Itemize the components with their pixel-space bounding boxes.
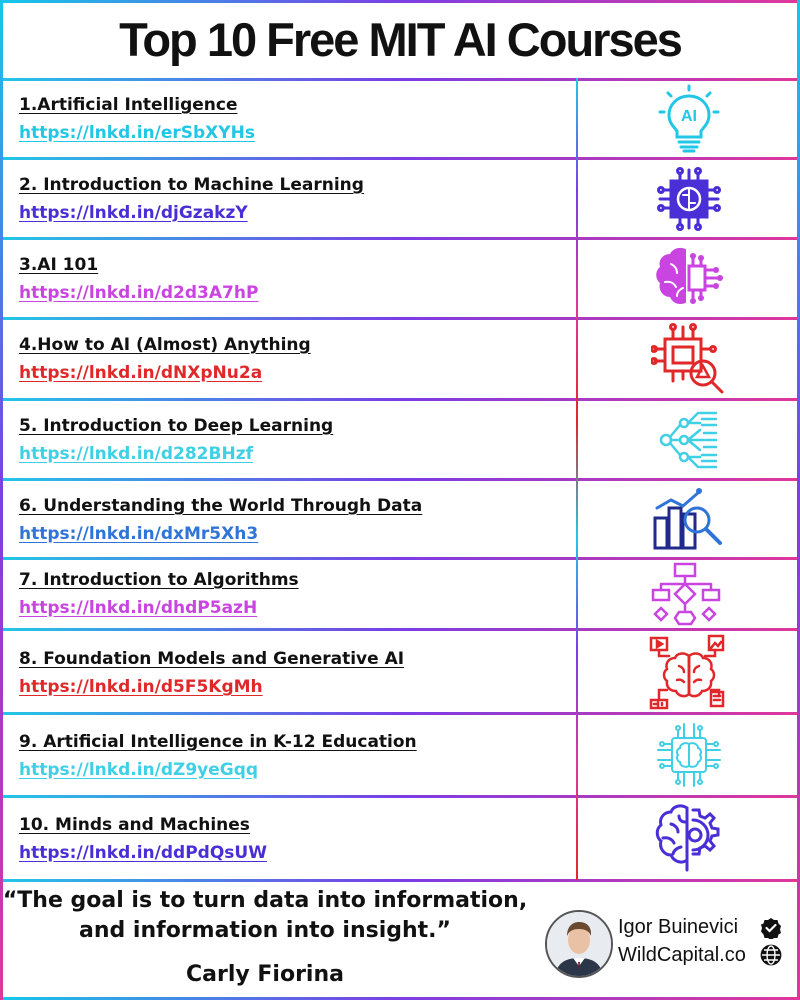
author-name: Igor Buinevici <box>618 916 739 938</box>
quote-line: and information into insight.” <box>79 918 451 943</box>
verified-badge-icon <box>760 917 782 943</box>
course-title: 1.Artificial Intelligence <box>19 95 238 115</box>
chip-search-warning-icon <box>578 320 800 398</box>
course-item <box>0 335 576 383</box>
brain-circuit-icon <box>578 240 800 317</box>
border-top <box>0 0 800 3</box>
course-title: 5. Introduction to Deep Learning <box>19 416 334 436</box>
border-left <box>0 0 3 1000</box>
divider <box>0 879 800 882</box>
chart-magnifier-icon <box>578 481 800 557</box>
course-link[interactable]: https://lnkd.in/dZ9yeGqq <box>19 760 259 780</box>
neural-network-icon <box>578 401 800 478</box>
course-link[interactable]: https://lnkd.in/dhdP5azH <box>19 598 258 618</box>
course-link[interactable]: https://lnkd.in/djGzakzY <box>19 203 248 223</box>
course-title: 8. Foundation Models and Generative AI <box>19 649 405 669</box>
course-title: 10. Minds and Machines <box>19 815 250 835</box>
author-website[interactable]: WildCapital.co <box>618 944 746 966</box>
brain-chip-icon <box>578 160 800 237</box>
course-item <box>0 649 576 697</box>
course-link[interactable]: https://lnkd.in/erSbXYHs <box>19 123 255 143</box>
course-title: 6. Understanding the World Through Data <box>19 496 423 516</box>
flowchart-icon <box>578 560 800 628</box>
course-item <box>0 732 576 780</box>
brain-media-icon <box>578 631 800 712</box>
quote-author: Carly Fiorina <box>186 962 344 987</box>
brain-chip-circuit-icon <box>578 715 800 795</box>
brain-gear-icon <box>578 798 800 879</box>
globe-icon <box>760 944 782 970</box>
course-link[interactable]: https://lnkd.in/ddPdQsUW <box>19 843 267 863</box>
course-title: 2. Introduction to Machine Learning <box>19 175 364 195</box>
course-item <box>0 95 576 143</box>
course-link[interactable]: https://lnkd.in/d5F5KgMh <box>19 677 263 697</box>
course-item <box>0 815 576 863</box>
course-item <box>0 416 576 464</box>
course-link[interactable]: https://lnkd.in/dxMr5Xh3 <box>19 524 259 544</box>
course-item <box>0 496 576 544</box>
course-title: 7. Introduction to Algorithms <box>19 570 299 590</box>
course-title: 9. Artificial Intelligence in K-12 Education <box>19 732 417 752</box>
course-title: 3.AI 101 <box>19 255 99 275</box>
quote <box>0 886 530 946</box>
course-item <box>0 570 576 618</box>
course-link[interactable]: https://lnkd.in/dNXpNu2a <box>19 363 263 383</box>
course-title: 4.How to AI (Almost) Anything <box>19 335 311 355</box>
course-link[interactable]: https://lnkd.in/d282BHzf <box>19 444 253 464</box>
lightbulb-ai-icon <box>578 81 800 157</box>
svg-text:AI: AI <box>681 108 697 125</box>
course-item <box>0 255 576 303</box>
page-title: Top 10 Free MIT AI Courses <box>119 12 681 66</box>
course-link[interactable]: https://lnkd.in/d2d3A7hP <box>19 283 259 303</box>
quote-line: “The goal is to turn data into information, <box>2 888 528 913</box>
avatar <box>545 910 613 978</box>
course-item <box>0 175 576 223</box>
